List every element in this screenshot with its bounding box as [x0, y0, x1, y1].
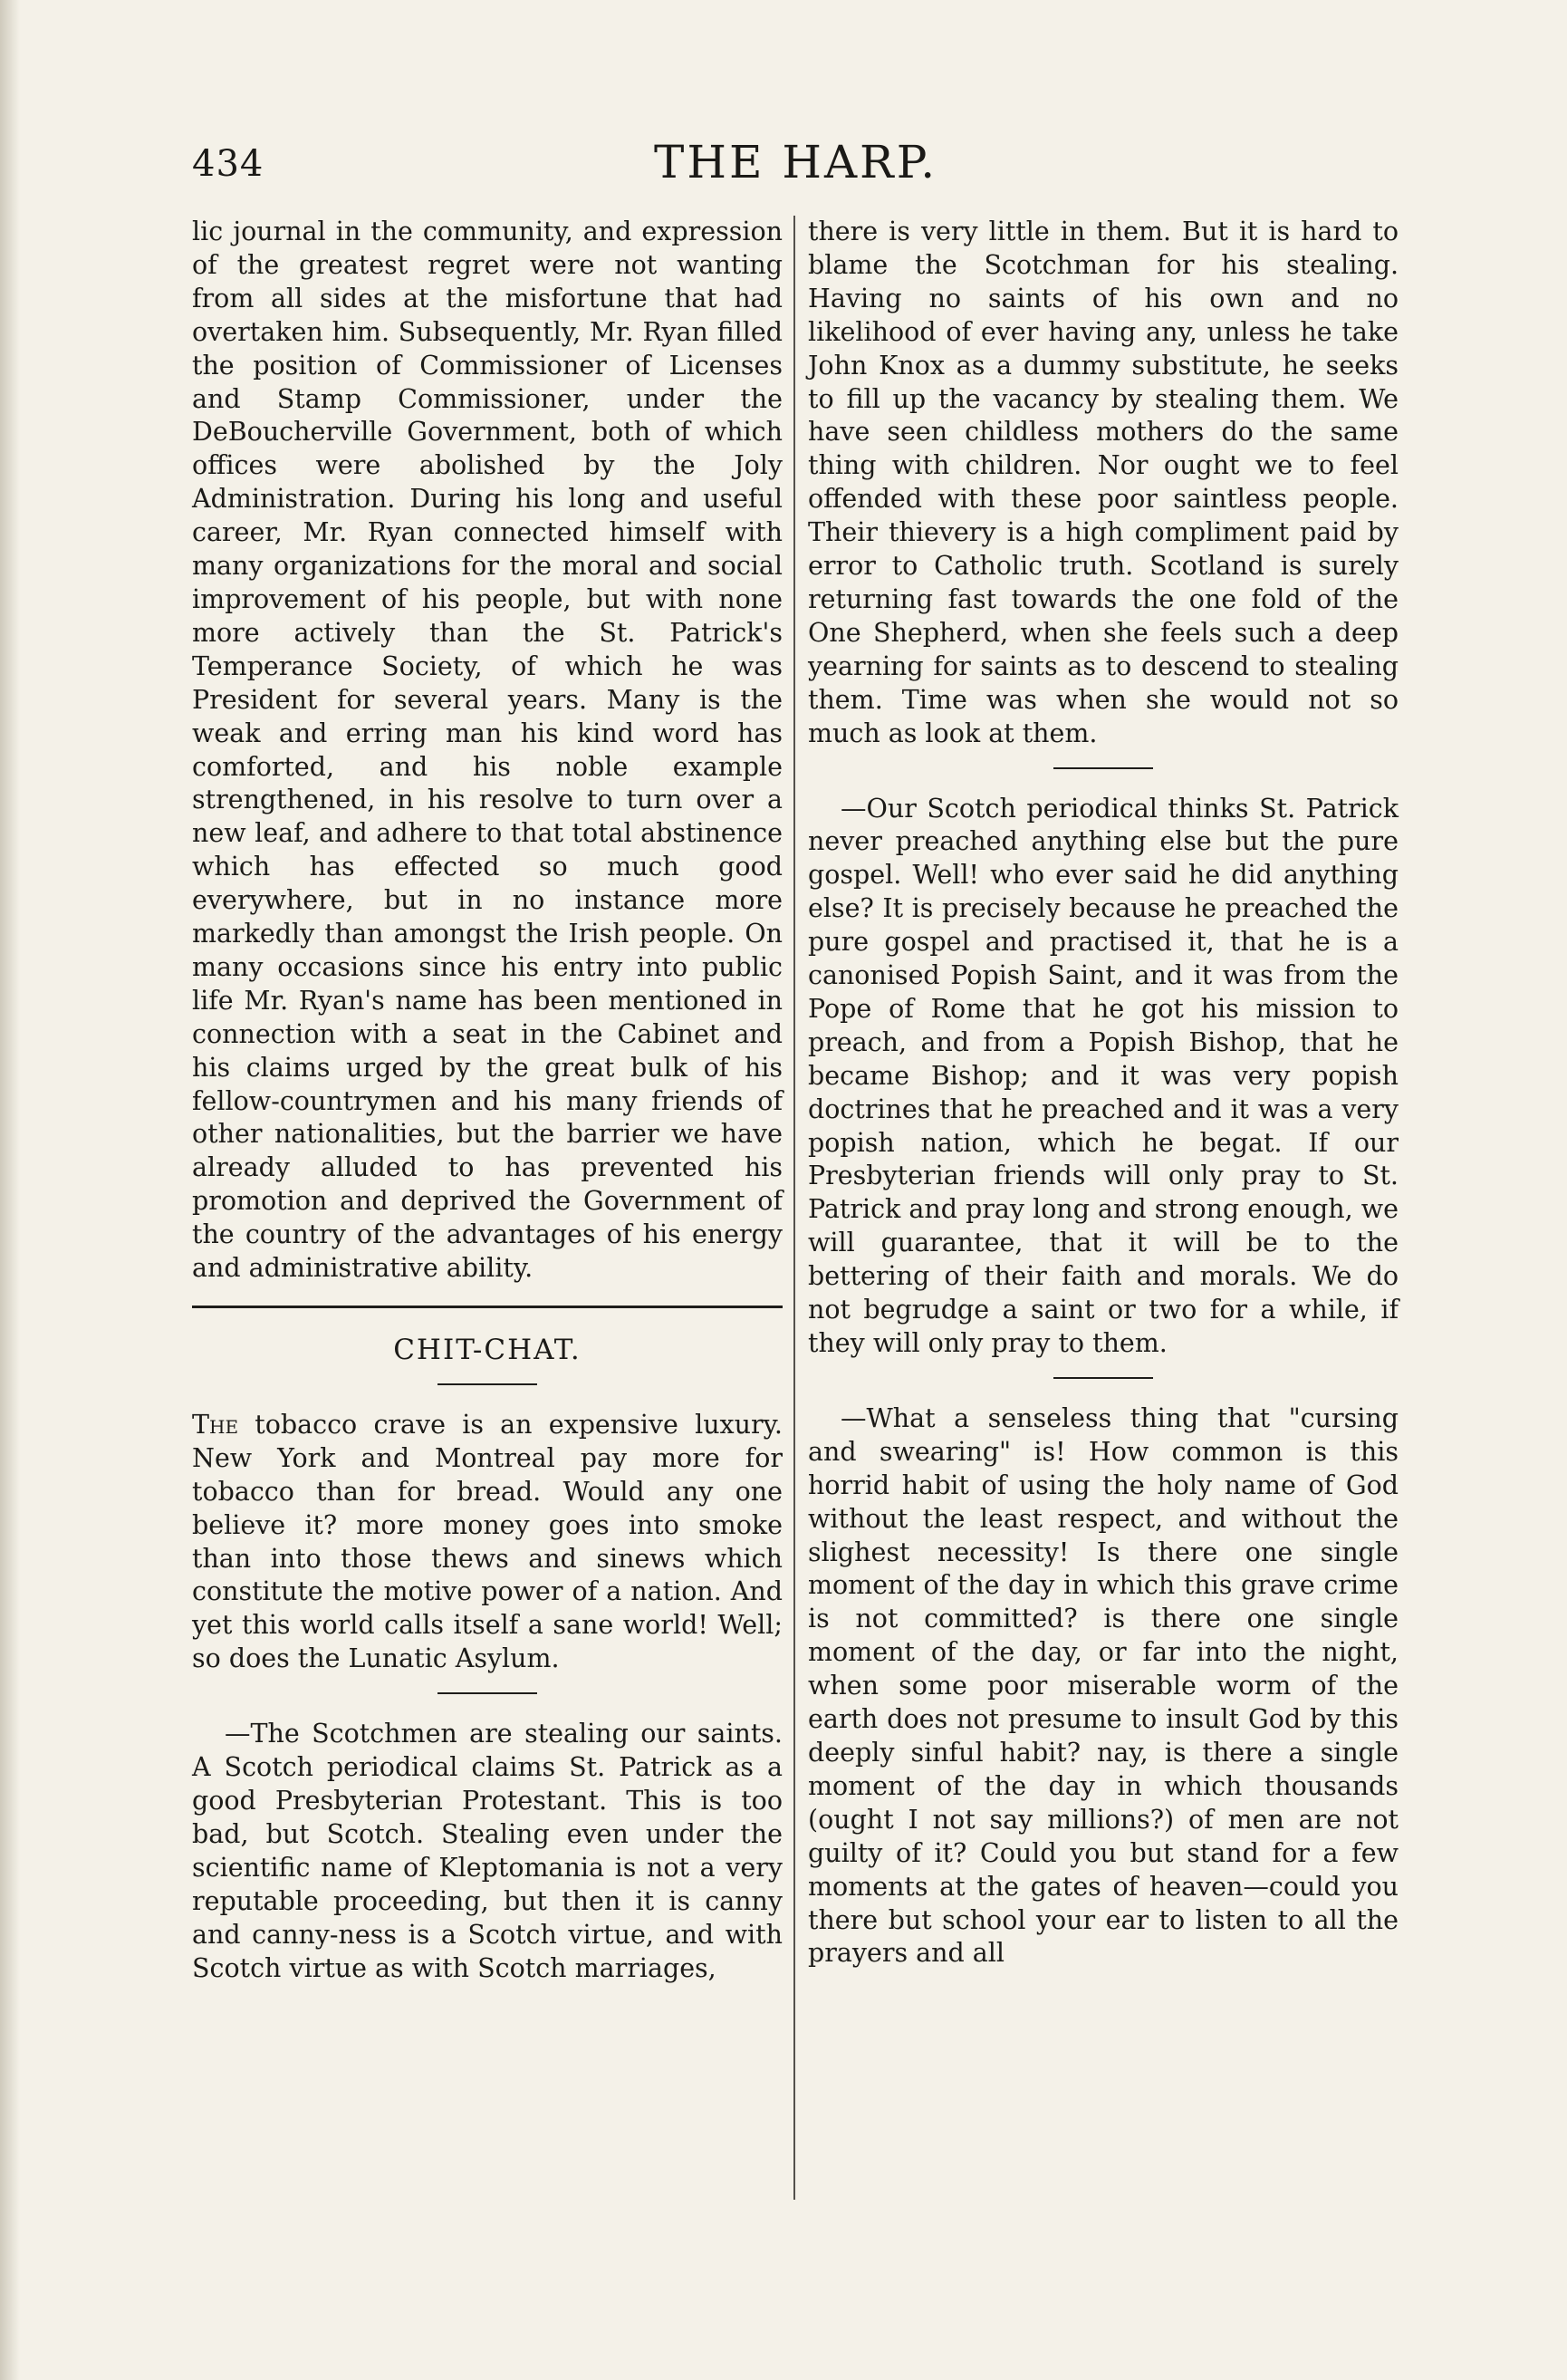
- right-paragraph-3: —What a senseless thing that "cursing and swearing" is! How common is this horrid habit of using the holy name of God without the least respect, and without the slighest necessity! Is there one single moment of the day in which this grave crime is not committed? is there one single moment of the day, or far into the night, when some poor miserable worm of the earth does not presume to insult God by this deeply sinful habit? nay, is there a single moment of the day in which thousands (ought I not say millions?) of men are not guilty of it? Could you but stand for a few moments at the gates of heaven—could you there but school your ear to listen to all the prayers and all: [808, 1402, 1399, 1969]
- left-paragraph-2: [192, 1409, 783, 1676]
- section-rule: [192, 1306, 783, 1308]
- running-title: THE HARP.: [654, 136, 938, 188]
- column-divider: [793, 216, 795, 2200]
- page-number: 434: [192, 143, 264, 185]
- lead-word: The: [192, 1409, 239, 1440]
- right-column: [808, 216, 1399, 1970]
- short-rule: [437, 1692, 537, 1694]
- left-paragraph-2-text: tobacco crave is an expensive luxury. New York and Montreal pay more for tobacco than for bread. Would any one believe it? more money goes into smoke than into those thews and sinews which constitute the motive power of a nation. And yet this world calls itself a sane world! Well; so does the Lunatic Asylum.: [192, 1409, 783, 1674]
- left-column: [192, 216, 783, 1985]
- right-paragraph-2: —Our Scotch periodical thinks St. Patrick never preached anything else but the pure gospel. Well! who ever said he did anything else? It is precisely because he preached the pure gospel and practised it, that he is a canonised Popish Saint, and it was from the Pope of Rome that he got his mission to preach, and from a Popish Bishop, that he became Bishop; and it was very popish doctrines that he preached and it was a very popish nation, which he begat. If our Presbyterian friends will only pray to St. Patrick and pray long and strong enough, we will guarantee, that it will be to the bettering of their faith and morals. We do not begrudge a saint or two for a while, if they will only pray to them.: [808, 793, 1399, 1358]
- right-paragraph-1: there is very little in them. But it is hard to blame the Scotchman for his stealing. Having no saints of his own and no likelihood of ever having any, unless he take John Knox as a dummy substitute, he seeks to fill up the vacancy by stealing them. We have seen childless mothers do the same thing with children. Nor ought we to feel offended with these poor saintless people. Their thievery is a high compliment paid by error to Catholic truth. Scotland is surely returning fast towards the one fold of the One Shepherd, when she feels such a deep yearning for saints as to descend to stealing them. Time was when she would not so much as look at them.: [808, 217, 1399, 748]
- left-paragraph-3: —The Scotchmen are stealing our saints. A Scotch periodical claims St. Patrick as a good Presbyterian Protestant. This is too bad, but Scotch. Stealing even under the scientific name of Kleptomania is not a very reputable proceeding, but then it is canny and canny-ness is a Scotch virtue, and with Scotch virtue as with Scotch marriages,: [192, 1719, 783, 1983]
- left-paragraph-1: lic journal in the community, and expression of the greatest regret were not wanting from all sides at the misfortune that had overtaken him. Subsequently, Mr. Ryan filled the position of Commissioner of Licenses and Stamp Commissioner, under the DeBoucherville Government, both of which offices were abolished by the Joly Administration. During his long and useful career, Mr. Ryan connected himself with many organizations for the moral and social improvement of his people, but with none more actively than the St. Patrick's Temperance Society, of which he was President for several years. Many is the weak and erring man his kind word has comforted, and his noble example strengthened, in his resolve to turn over a new leaf, and adhere to that total abstinence which has effected so much good everywhere, but in no instance more markedly than amongst the Irish people. On many occasions since his entry into public life Mr. Ryan's name has been mentioned in connection with a seat in the Cabinet and his claims urged by the great bulk of his fellow-countrymen and his many friends of other nationalities, but the barrier we have already alluded to has prevented his promotion and deprived the Government of the country of the advantages of his energy and administrative ability.: [192, 217, 783, 1284]
- page-edge-shadow: [0, 0, 20, 2380]
- section-heading-chit-chat: CHIT-CHAT.: [393, 1334, 582, 1366]
- page-header: [192, 136, 1415, 199]
- short-rule: [1053, 1377, 1153, 1379]
- short-rule: [1053, 767, 1153, 769]
- short-rule: [437, 1383, 537, 1385]
